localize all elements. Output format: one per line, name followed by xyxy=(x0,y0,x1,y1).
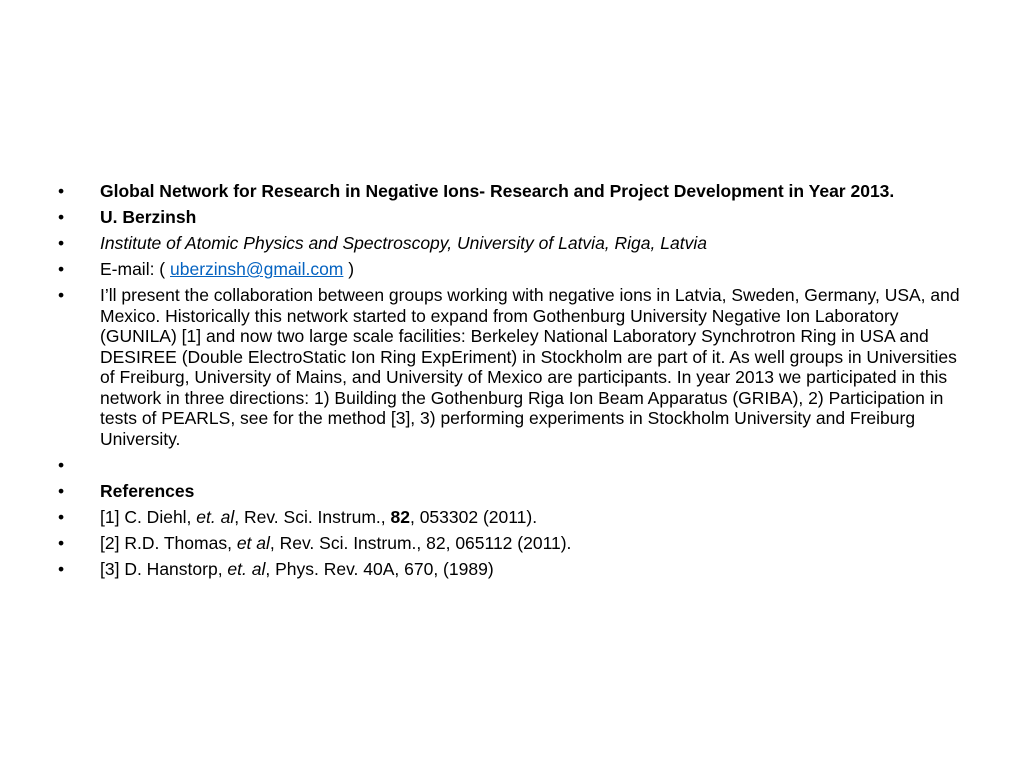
reference-middle: , Phys. Rev. 40A, 670, (1989) xyxy=(265,558,494,579)
bullet-icon: • xyxy=(58,454,65,475)
reference-prefix: [3] D. Hanstorp, xyxy=(100,558,228,579)
reference-prefix: [1] C. Diehl, xyxy=(100,506,197,527)
bullet-icon: • xyxy=(58,233,65,253)
reference-suffix: , 053302 (2011). xyxy=(409,506,538,527)
author-name: U. Berzinsh xyxy=(100,207,197,227)
list-item-author xyxy=(58,207,968,228)
list-item-title xyxy=(58,181,968,202)
list-item-empty xyxy=(58,455,968,476)
reference-middle: , Rev. Sci. Instrum., 82, 065112 (2011). xyxy=(269,532,572,553)
list-item-affiliation xyxy=(58,233,968,254)
bullet-icon: • xyxy=(58,181,65,201)
reference-item-3 xyxy=(58,559,968,580)
reference-item-1 xyxy=(58,507,968,528)
references-heading: References xyxy=(100,480,195,501)
abstract-title: Global Network for Research in Negative Ions- Research and Project Development in Year 2013. xyxy=(100,181,895,201)
email-prefix: E-mail: ( xyxy=(100,259,170,279)
reference-etal: et. al xyxy=(227,558,266,579)
affiliation: Institute of Atomic Physics and Spectroscopy, University of Latvia, Riga, Latvia xyxy=(100,233,707,253)
reference-etal: et. al xyxy=(196,506,235,527)
list-item-abstract xyxy=(58,285,968,449)
bullet-icon: • xyxy=(58,480,65,501)
bullet-icon: • xyxy=(58,506,65,527)
reference-middle: , Rev. Sci. Instrum., xyxy=(234,506,391,527)
bullet-icon: • xyxy=(58,558,65,579)
list-item-email xyxy=(58,259,968,280)
reference-volume: 82 xyxy=(390,506,410,527)
email-link[interactable]: uberzinsh@gmail.com xyxy=(170,259,344,279)
bullet-list xyxy=(58,181,968,585)
reference-prefix: [2] R.D. Thomas, xyxy=(100,532,237,553)
bullet-icon: • xyxy=(58,207,65,227)
bullet-icon: • xyxy=(58,285,65,305)
bullet-icon: • xyxy=(58,259,65,279)
bullet-icon: • xyxy=(58,532,65,553)
abstract-text: I’ll present the collaboration between groups working with negative ions in Latvia, Sweden, Germany, USA, and Mexico. Historically this network started to expand from Gothenburg University Negative Ion Laboratory (GUNILA) [1] and now two large scale facilities: Berkeley National Laboratory Synchrotron Ring in USA and DESIREE (Double ElectroStatic Ion Ring ExpEriment) in Stockholm are part of it. As well groups in Universities of Freiburg, University of Mains, and University of Mexico are participants. In year 2013 we participated in this network in three directions: 1) Building the Gothenburg Riga Ion Beam Apparatus (GRIBA), 2) Participation in tests of PEARLS, see for the method [3], 3) performing experiments in Stockholm University and Freiburg University. xyxy=(100,285,960,449)
email-suffix: ) xyxy=(343,259,355,279)
reference-etal: et al xyxy=(236,532,270,553)
list-item-references-heading xyxy=(58,481,968,502)
reference-item-2 xyxy=(58,533,968,554)
